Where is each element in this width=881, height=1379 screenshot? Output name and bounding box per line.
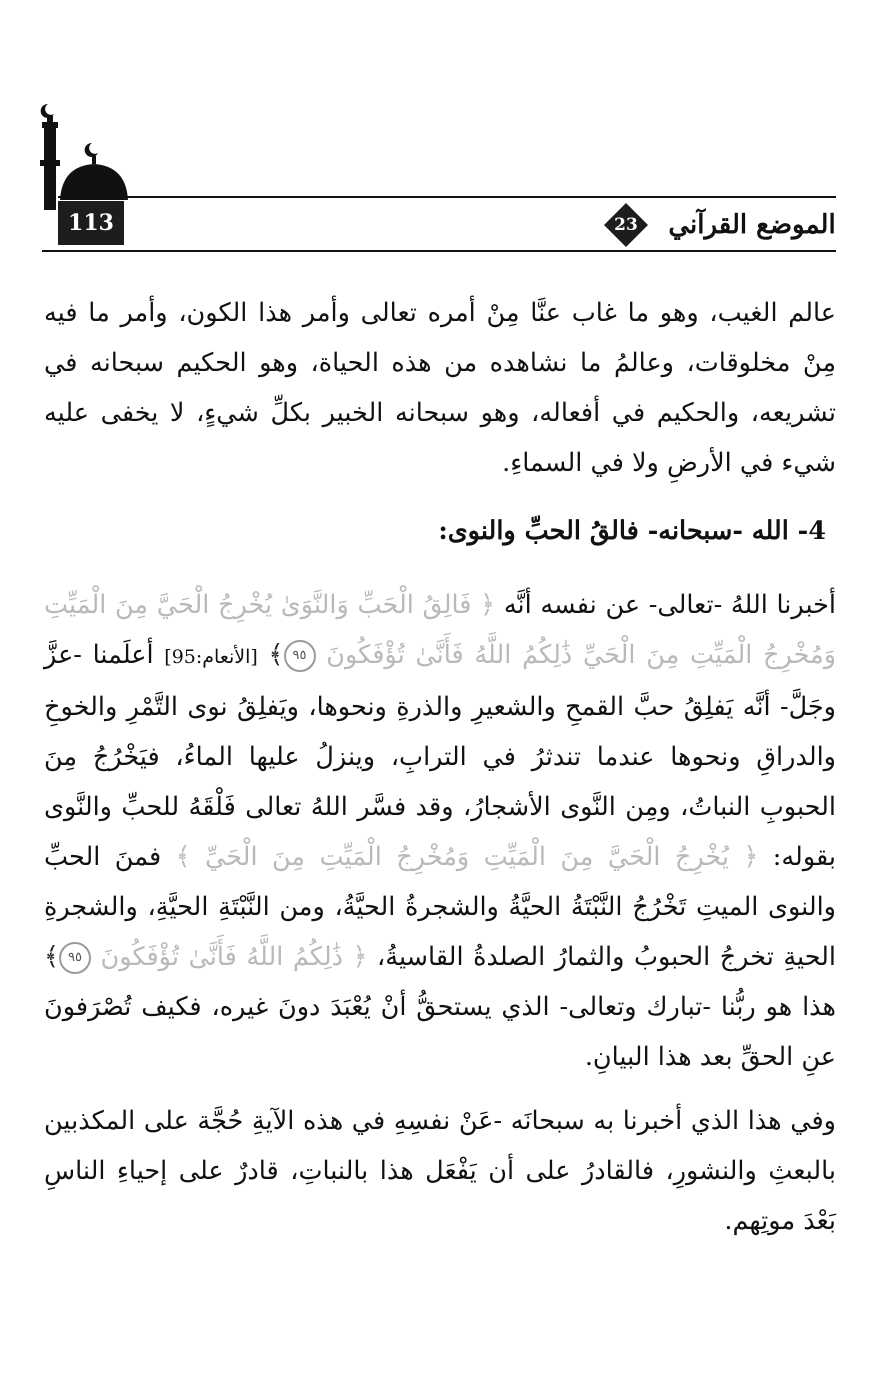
ayah-number-icon-2: ٩٥ [59, 942, 91, 974]
mosque-dome-icon [0, 0, 140, 210]
chapter-number: 23 [614, 215, 638, 235]
quran-verse-1-close: ﴾ [268, 640, 284, 670]
header-rule-top [58, 196, 836, 198]
section-heading: 4- الله -سبحانه- فالقُ الحبِّ والنوى: [438, 516, 826, 546]
paragraph-2-intro: أخبرنا اللهُ -تعالى- عن نفسه أنَّه [503, 590, 836, 620]
page-header [0, 0, 881, 260]
paragraph-3: وفي هذا الذي أخبرنا به سبحانَه -عَنْ نفسِهِ في هذه الآيةِ حُجَّة على المكذبين بالبعثِ والنشورِ، فالقادرُ على أن يَفْعَل هذا بالنباتِ، قادرٌ على إحياءِ الناسِ بَعْدَ موتِهم. [44, 1106, 836, 1236]
verse-reference: [الأنعام:95] [164, 646, 258, 668]
quran-verse-3-close: ﴾ [44, 942, 59, 972]
paragraph-2 [44, 580, 836, 1082]
paragraph-1: عالم الغيب، وهو ما غاب عنَّا مِنْ أمره تعالى وأمر هذا الكون، وأمر ما فيه مِنْ مخلوقات، وعالمُ ما نشاهده من هذه الحياة، وهو الحكيم سبحانه في تشريعه، والحكيم في أفعاله، وهو سبحانه الخبير بكلِّ شيءٍ، لا يخفى عليه شيء في الأرضِ ولا في السماءِ. [44, 298, 836, 478]
header-rule-bottom [42, 250, 836, 252]
page-number: 113 [58, 201, 124, 245]
ayah-number-icon: ٩٥ [284, 640, 316, 672]
paragraph-2-end: هذا هو ربُّنا -تبارك وتعالى- الذي يستحقُّ أنْ يُعْبَدَ دونَ غيره، فكيف تُصْرَفونَ عنِ الحقِّ بعد هذا البيانِ. [44, 992, 836, 1072]
page-body [44, 288, 836, 1246]
paragraph-2-mid2: فمنَ الحبِّ والنوى الميتِ تَخْرُجُ النَّبْتَةُ الحيَّةُ والشجرةُ الحيَّةُ، ومن النَّبْتَةِ الحيَّةِ، والشجرةِ الحيةِ تخرجُ الحبوبُ والثمارُ الصلدةُ القاسيةُ، [44, 842, 837, 972]
book-title: الموضع القرآني [668, 210, 836, 240]
paragraph-2-mid: أعلَمنا -عزَّ وجَلَّ- أنَّه يَفلِقُ حبَّ القمحِ والشعيرِ والذرةِ ونحوها، ويَفلِقُ نوى التَّمْرِ والخوخِ والدراقِ ونحوها عندما تندثرُ في الترابِ، وينزلُ عليها الماءُ، فيَخْرُجُ مِنَ الحبوبِ النباتُ، ومِن النَّوى الأشجارُ، وقد فسَّر اللهُ تعالى فَلْقَهُ للحبِّ والنَّوى بقوله: [44, 640, 836, 872]
quran-verse-2: ﴿ يُخْرِجُ الْحَيَّ مِنَ الْمَيِّتِ وَمُخْرِجُ الْمَيِّتِ مِنَ الْحَيِّ ﴾ [175, 842, 759, 872]
quran-verse-1: ﴿ فَالِقُ الْحَبِّ وَالنَّوَىٰ يُخْرِجُ الْحَيَّ مِنَ الْمَيِّتِ وَمُخْرِجُ الْمَيِّتِ مِنَ الْحَيِّ ذَٰلِكُمُ اللَّهُ فَأَنَّىٰ تُؤْفَكُونَ [44, 590, 837, 670]
quran-verse-3: ﴿ ذَٰلِكُمُ اللَّهُ فَأَنَّىٰ تُؤْفَكُونَ [100, 942, 368, 972]
